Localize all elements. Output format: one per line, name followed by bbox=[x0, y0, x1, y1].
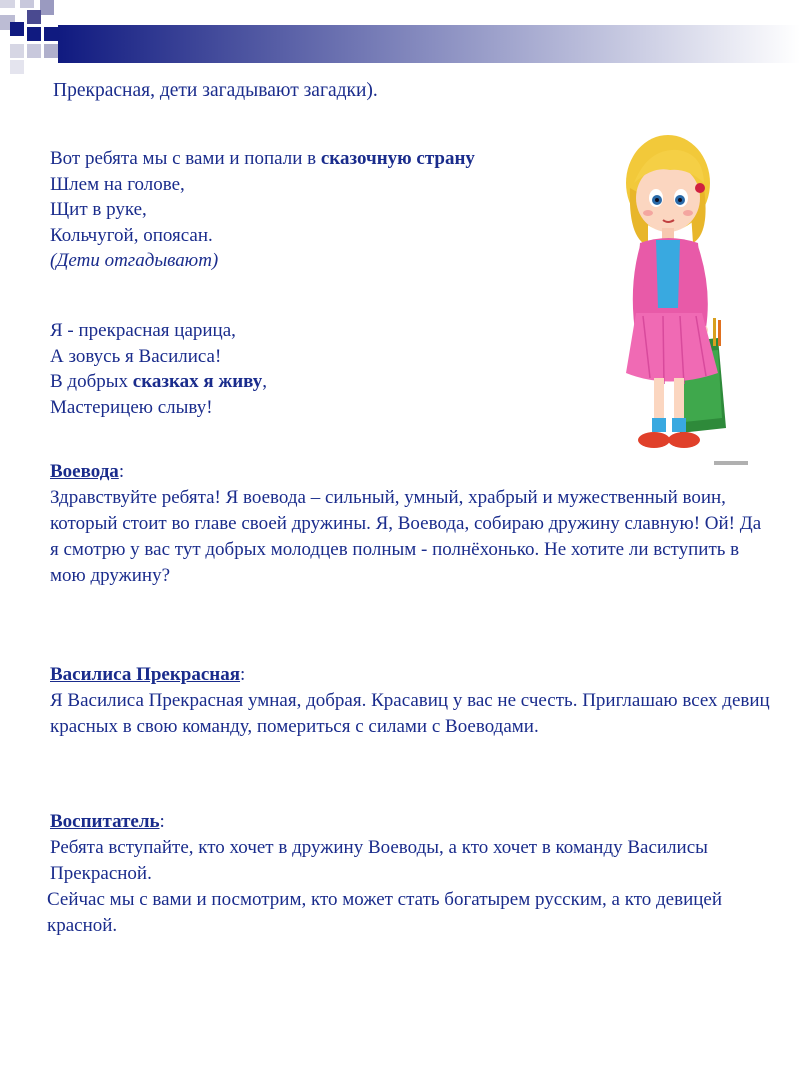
riddle-answer-note: (Дети отгадывают) bbox=[50, 250, 219, 271]
teacher-section: Воспитатель: Ребята вступайте, кто хочет в дружину Воеводы, а кто хочет в команду Василисы Прекрасной. Сейчас мы с вами и посмотрим, кто может стать богатырем русским, а кто девицей красной. bbox=[50, 809, 770, 939]
intro-line: Вот ребята мы с вами и попали в сказочную страну bbox=[50, 148, 475, 169]
voevoda-section: Воевода: Здравствуйте ребята! Я воевода – сильный, умный, храбрый и мужественный воин, который стоит во главе своей дружины. Я, Воевода, собираю дружину славную! Ой! Да я смотрю у вас тут добрых молодцев полным - полнёхонько. Не хотите ли вступить в мою дружину? bbox=[50, 459, 770, 589]
header-gradient-bar bbox=[58, 25, 800, 63]
teacher-heading: Воспитатель bbox=[50, 811, 160, 832]
riddle-line-3: Кольчугой, опоясан. bbox=[50, 224, 213, 246]
page-title: Прекрасная, дети загадывают загадки). bbox=[53, 80, 378, 101]
vasilisa-heading: Василиса Прекрасная bbox=[50, 664, 241, 685]
voevoda-heading: Воевода bbox=[50, 461, 119, 482]
girl-illustration bbox=[618, 128, 758, 473]
poem-line-1: Я - прекрасная царица, bbox=[50, 320, 236, 341]
header-decoration bbox=[0, 0, 800, 80]
poem-line-2: А зовусь я Василиса! bbox=[50, 345, 222, 367]
poem-block bbox=[50, 318, 267, 420]
vasilisa-section: Василиса Прекрасная: Я Василиса Прекрасная умная, добрая. Красавиц у вас не счесть. Приглашаю всех девиц красных в свою команду, помериться с силами с Воеводами. bbox=[50, 662, 770, 740]
teacher-text-1: Ребята вступайте, кто хочет в дружину Воеводы, а кто хочет в команду Василисы Прекрасной. bbox=[50, 837, 708, 884]
riddle-line-1: Шлем на голове, bbox=[50, 173, 185, 195]
poem-line-3: В добрых сказках я живу, bbox=[50, 371, 268, 392]
teacher-text-2: Сейчас мы с вами и посмотрим, кто может стать богатырем русским, а кто девицей красной. bbox=[47, 889, 723, 936]
vasilisa-text: Я Василиса Прекрасная умная, добрая. Красавиц у вас не счесть. Приглашаю всех девиц красных в свою команду, помериться с силами с Воеводами. bbox=[50, 690, 770, 737]
voevoda-text: Здравствуйте ребята! Я воевода – сильный, умный, храбрый и мужественный воин, который стоит во главе своей дружины. Я, Воевода, собираю дружину славную! Ой! Да я смотрю у вас тут добрых молодцев полным - полнёхонько. Не хотите ли вступить в мою дружину? bbox=[50, 487, 762, 586]
intro-block bbox=[50, 146, 475, 274]
poem-line-4: Мастерицею слыву! bbox=[50, 396, 213, 418]
riddle-line-2: Щит в руке, bbox=[50, 199, 147, 220]
